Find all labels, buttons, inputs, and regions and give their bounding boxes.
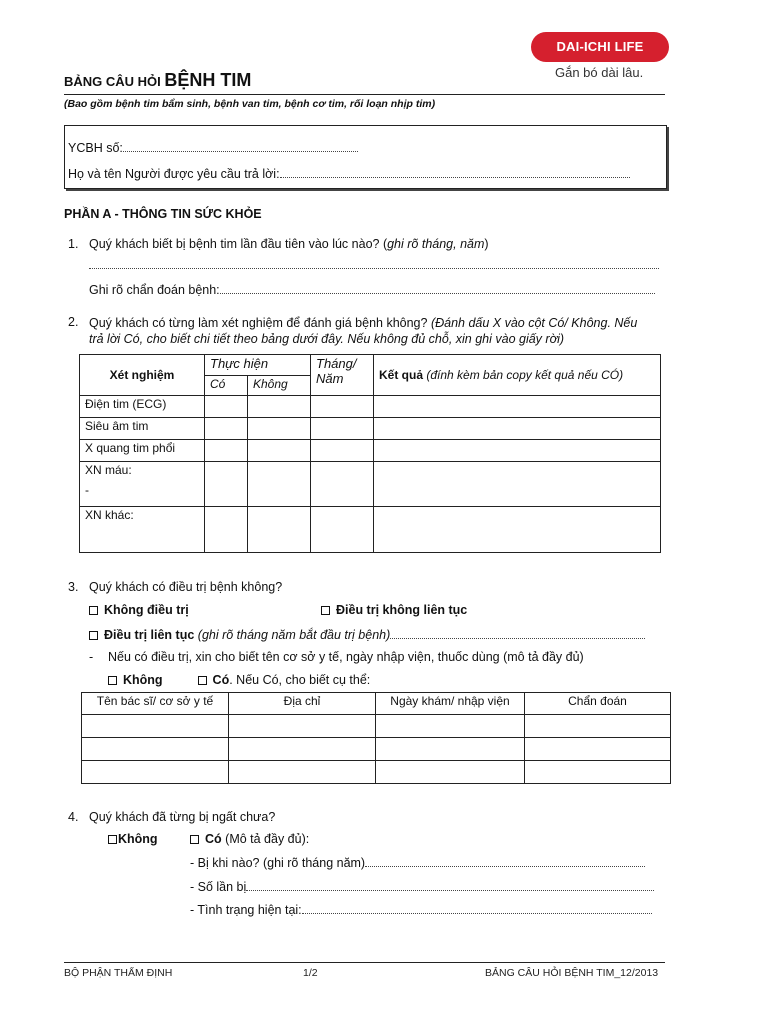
subtitle: (Bao gồm bệnh tim bẩm sinh, bệnh van tim, bệnh cơ tim, rối loạn nhịp tim) (64, 98, 436, 110)
cell-diagnosis[interactable] (525, 738, 671, 761)
page-number: 1/2 (303, 967, 318, 979)
q1-close: ) (484, 237, 489, 251)
q4-opt-no[interactable] (108, 832, 158, 846)
name-field[interactable] (280, 177, 630, 178)
checkbox-icon[interactable] (89, 631, 98, 640)
cell-no[interactable] (248, 462, 311, 507)
col-date-header: Tháng/ Năm (311, 355, 374, 396)
q4-number: 4. (68, 810, 79, 824)
checkbox-icon[interactable] (108, 676, 117, 685)
cell-yes[interactable] (205, 440, 248, 462)
cell-yes[interactable] (205, 418, 248, 440)
cell-no[interactable] (248, 418, 311, 440)
q1-text (89, 237, 489, 251)
blood-label: XN máu: (85, 463, 132, 477)
cell-result[interactable] (374, 440, 661, 462)
col-result-header (374, 355, 661, 396)
q1-diagnosis-row (89, 283, 655, 297)
q3-yes-no-row (108, 673, 370, 687)
test-row-ecg: Điện tim (ECG) (80, 396, 205, 418)
col-done-header: Thực hiện (205, 355, 311, 376)
q4-when-label: - Bị khi nào? (ghi rõ tháng năm) (190, 856, 366, 870)
q4-when-row (190, 856, 645, 870)
q2-hint-2: trả lời Có, cho biết chi tiết theo bảng dưới đây. Nếu không đủ chỗ, xin ghi vào giấy rời) (89, 332, 565, 346)
ycbh-field[interactable] (123, 151, 358, 152)
opt-intermittent[interactable] (321, 603, 467, 617)
cell-visit-date[interactable] (376, 715, 525, 738)
opt-intermittent-label: Điều trị không liên tục (336, 603, 468, 617)
q1-hint: ghi rõ tháng, năm (387, 237, 485, 251)
q4-status-field[interactable] (302, 913, 652, 914)
q4-times-label: - Số lần bị (190, 880, 247, 894)
q4-status-row (190, 903, 652, 917)
cell-yes[interactable] (205, 507, 248, 553)
cell-no[interactable] (248, 507, 311, 553)
start-date-field[interactable] (390, 638, 645, 639)
test-row-echo: Siêu âm tim (80, 418, 205, 440)
test-row-xray: X quang tim phổi (80, 440, 205, 462)
checkbox-icon[interactable] (321, 606, 330, 615)
q2-number: 2. (68, 315, 79, 329)
opt-continuous-label: Điều trị liên tục (104, 628, 195, 642)
cell-doctor[interactable] (82, 761, 229, 784)
result-label: Kết quả (379, 368, 424, 382)
opt-no-treatment-label: Không điều trị (104, 603, 189, 617)
checkbox-icon[interactable] (190, 835, 199, 844)
cell-date[interactable] (311, 507, 374, 553)
q4-times-field[interactable] (246, 890, 654, 891)
q1-number: 1. (68, 237, 79, 251)
footer-left: BỘ PHẬN THẨM ĐỊNH (64, 967, 173, 979)
cell-visit-date[interactable] (376, 738, 525, 761)
q1-diagnosis-label: Ghi rõ chẩn đoán bệnh: (89, 283, 220, 297)
col-address-header: Địa chỉ (229, 693, 376, 715)
q4-opt-no-label: Không (118, 832, 158, 846)
tests-table (79, 354, 661, 553)
cell-visit-date[interactable] (376, 761, 525, 784)
ycbh-label: YCBH số: (68, 141, 123, 155)
col-test-header: Xét nghiệm (80, 355, 205, 396)
cell-address[interactable] (229, 738, 376, 761)
cell-date[interactable] (311, 418, 374, 440)
name-row (68, 167, 630, 181)
company-logo: DAI-ICHI LIFE (531, 32, 669, 62)
cell-date[interactable] (311, 440, 374, 462)
ycbh-row (68, 141, 358, 155)
q4-opt-yes-label: Có (205, 832, 222, 846)
cell-result[interactable] (374, 396, 661, 418)
opt-no-treatment[interactable] (89, 603, 189, 617)
q3-note-dash: - (89, 650, 94, 664)
q1-question: Quý khách biết bị bệnh tim lần đầu tiên vào lúc nào? ( (89, 237, 388, 251)
cell-yes[interactable] (205, 396, 248, 418)
q4-status-label: - Tình trạng hiện tại: (190, 903, 302, 917)
q4-opt-yes[interactable] (190, 832, 309, 846)
cell-diagnosis[interactable] (525, 761, 671, 784)
q4-times-row (190, 880, 654, 894)
q4-opt-yes-rest: (Mô tả đầy đủ): (225, 832, 310, 846)
opt-continuous-hint: (ghi rõ tháng năm bắt đầu trị bệnh) (197, 628, 391, 642)
col-diagnosis-header: Chẩn đoán (525, 693, 671, 715)
test-row-blood (80, 462, 205, 507)
cell-doctor[interactable] (82, 715, 229, 738)
cell-result[interactable] (374, 418, 661, 440)
section-a-title: PHẦN A - THÔNG TIN SỨC KHỎE (64, 207, 262, 221)
q3-opt-yes-rest: . Nếu Có, cho biết cụ thể: (229, 673, 371, 687)
cell-no[interactable] (248, 440, 311, 462)
col-no-header: Không (248, 376, 311, 396)
blood-dash: - (85, 483, 89, 497)
checkbox-icon[interactable] (198, 676, 207, 685)
cell-no[interactable] (248, 396, 311, 418)
cell-diagnosis[interactable] (525, 715, 671, 738)
title-divider (64, 94, 665, 95)
cell-result[interactable] (374, 462, 661, 507)
cell-yes[interactable] (205, 462, 248, 507)
q2-question: Quý khách có từng làm xét nghiệm để đánh giá bệnh không? (89, 316, 428, 330)
q3-opt-yes: Có (212, 673, 230, 687)
q3-note: Nếu có điều trị, xin cho biết tên cơ sở y tế, ngày nhập viện, thuốc dùng (mô tả đầy đủ) (108, 650, 584, 664)
q2-text (89, 315, 669, 347)
treatment-table (81, 692, 671, 784)
slogan: Gắn bó dài lâu. (555, 65, 644, 80)
col-doctor-header: Tên bác sĩ/ cơ sở y tế (82, 693, 229, 715)
q1-answer-field[interactable] (89, 258, 659, 269)
q3-number: 3. (68, 580, 79, 594)
title-main: BỆNH TIM (164, 70, 252, 90)
page-title (64, 70, 251, 91)
opt-continuous[interactable] (89, 628, 645, 642)
result-hint: (đính kèm bản copy kết quả nếu CÓ) (426, 368, 624, 382)
cell-date[interactable] (311, 396, 374, 418)
test-row-other: XN khác: (80, 507, 205, 553)
q4-when-field[interactable] (365, 866, 645, 867)
info-box (64, 125, 667, 189)
q4-text: Quý khách đã từng bị ngất chưa? (89, 810, 276, 824)
col-yes-header: Có (205, 376, 248, 396)
checkbox-icon[interactable] (89, 606, 98, 615)
title-prefix: BẢNG CÂU HỎI (64, 74, 161, 89)
col-visit-date-header: Ngày khám/ nhập viện (376, 693, 525, 715)
footer-divider (64, 962, 665, 963)
cell-date[interactable] (311, 462, 374, 507)
q3-text: Quý khách có điều trị bệnh không? (89, 580, 283, 594)
footer-right: BẢNG CÂU HỎI BỆNH TIM_12/2013 (485, 967, 659, 979)
cell-doctor[interactable] (82, 738, 229, 761)
q2-hint-1: (Đánh dấu X vào cột Có/ Không. Nếu (430, 316, 638, 330)
name-label: Họ và tên Người được yêu cầu trả lời: (68, 167, 280, 181)
cell-address[interactable] (229, 715, 376, 738)
cell-address[interactable] (229, 761, 376, 784)
cell-result[interactable] (374, 507, 661, 553)
q3-opt-no: Không (123, 673, 163, 687)
q1-diagnosis-field[interactable] (220, 293, 655, 294)
checkbox-icon[interactable] (108, 835, 117, 844)
